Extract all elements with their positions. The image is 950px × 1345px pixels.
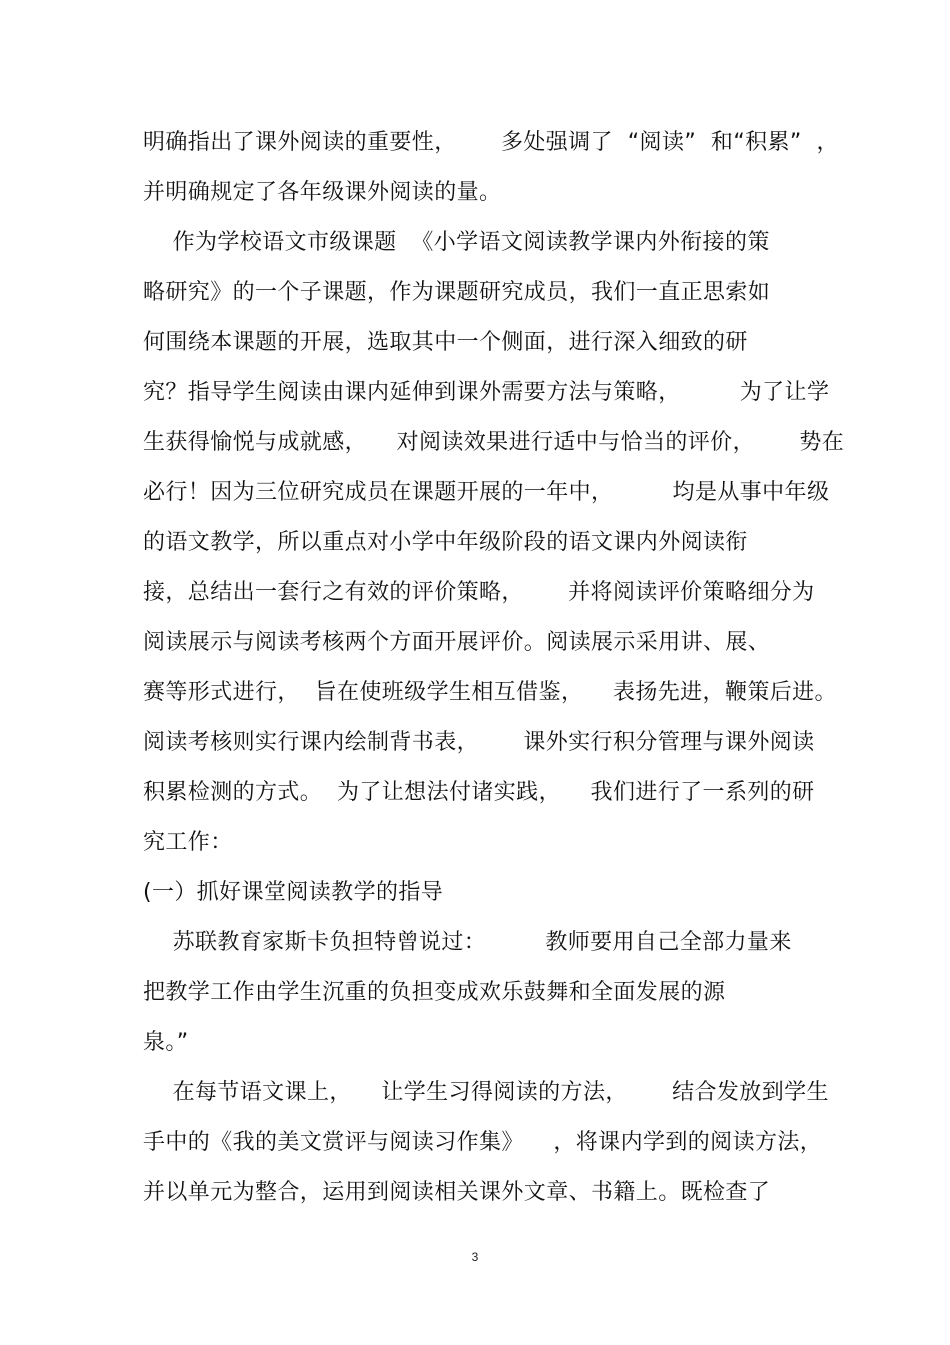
- text-line: 手中的《我的美文赏评与阅读习作集》 ，将课内学到的阅读方法，: [143, 1130, 823, 1155]
- text-line: 阅读考核则实行课内绘制背书表， 课外实行积分管理与课外阅读: [143, 730, 815, 755]
- section-heading: (一）抓好课堂阅读教学的指导: [143, 880, 444, 905]
- text-line: 泉。”: [143, 1030, 189, 1055]
- text-line: 在每节语文课上， 让学生习得阅读的方法， 结合发放到学生: [143, 1080, 829, 1105]
- text-line: 积累检测的方式。 为了让想法付诸实践， 我们进行了一系列的研: [143, 780, 815, 805]
- text-line: 赛等形式进行， 旨在使班级学生相互借鉴， 表扬先进，鞭策后进。: [143, 680, 837, 705]
- text-line: 的语文教学，所以重点对小学中年级阶段的语文课内外阅读衔: [143, 530, 748, 555]
- text-line: 明确指出了课外阅读的重要性， 多处强调了 “阅读” 和“积累” ，: [143, 130, 839, 155]
- text-line: 必行！因为三位研究成员在课题开展的一年中， 均是从事中年级: [143, 480, 830, 505]
- text-line: 接，总结出一套行之有效的评价策略， 并将阅读评价策略细分为: [143, 580, 815, 605]
- text-line: 并明确规定了各年级课外阅读的量。: [143, 180, 502, 205]
- text-line: 何围绕本课题的开展，选取其中一个侧面，进行深入细致的研: [143, 330, 748, 355]
- text-line: 苏联教育家斯卡负担特曾说过： 教师要用自己全部力量来: [143, 930, 792, 955]
- text-line: 究？指导学生阅读由课内延伸到课外需要方法与策略， 为了让学: [143, 380, 830, 405]
- page-number: 3: [471, 1250, 479, 1264]
- text-line: 并以单元为整合，运用到阅读相关课外文章、书籍上。既检查了: [143, 1180, 771, 1205]
- text-line: 把教学工作由学生沉重的负担变成欢乐鼓舞和全面发展的源: [143, 980, 726, 1005]
- text-line: 略研究》的一个子课题，作为课题研究成员，我们一直正思索如: [143, 280, 771, 305]
- text-line: 生获得愉悦与成就感， 对阅读效果进行适中与恰当的评价， 势在: [143, 430, 845, 455]
- text-line: 阅读展示与阅读考核两个方面开展评价。阅读展示采用讲、展、: [143, 630, 771, 655]
- text-line: 作为学校语文市级课题 《小学语文阅读教学课内外衔接的策: [143, 230, 770, 255]
- text-line: 究工作：: [143, 830, 233, 855]
